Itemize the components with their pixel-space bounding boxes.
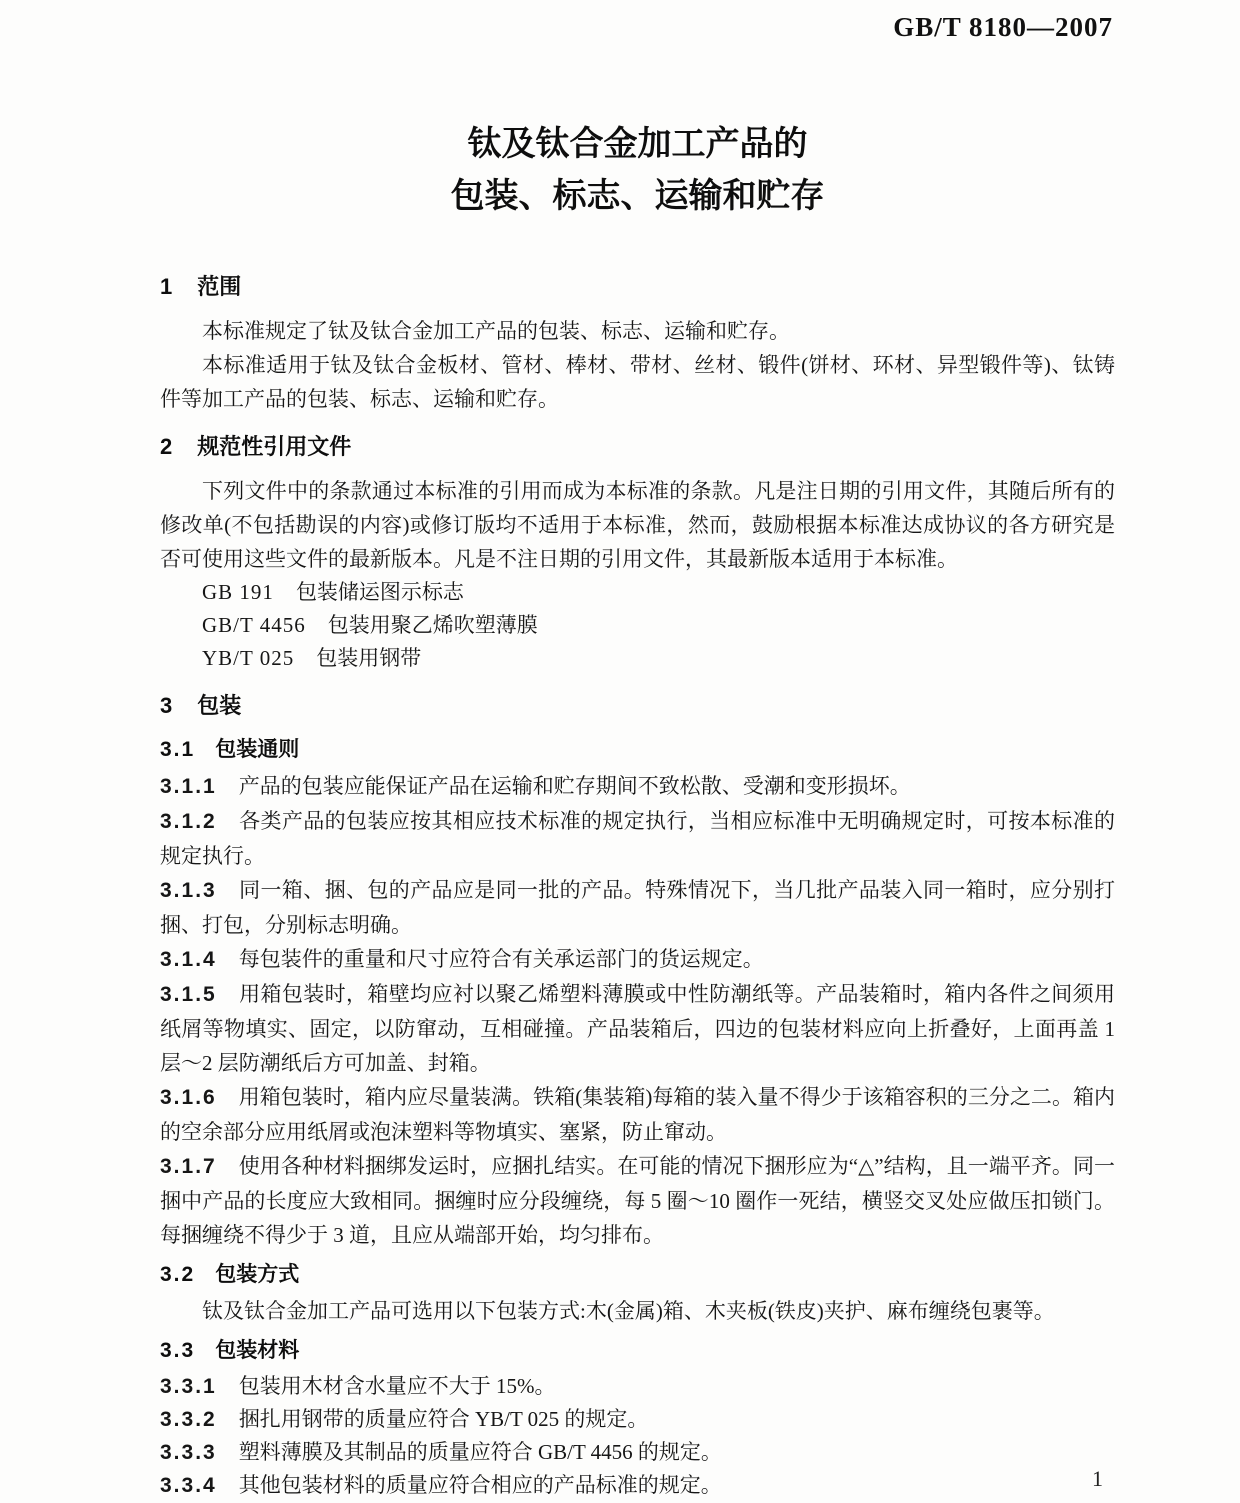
section-heading-scope bbox=[160, 270, 1115, 304]
subsection-number: 3.2 bbox=[160, 1263, 196, 1286]
clause-number: 3.1.2 bbox=[160, 810, 217, 833]
clause-number: 3.1.5 bbox=[160, 983, 217, 1006]
clause-3-1-4 bbox=[160, 942, 1115, 977]
reference-item bbox=[160, 642, 1115, 675]
title-line-2: 包装、标志、运输和贮存 bbox=[450, 177, 825, 215]
section-number: 2 bbox=[160, 434, 174, 459]
clause-3-1-3 bbox=[160, 873, 1115, 942]
reference-item bbox=[160, 609, 1115, 642]
clause-text: 包装用木材含水量应不大于 15%。 bbox=[238, 1374, 556, 1398]
page-number: 1 bbox=[1092, 1466, 1103, 1491]
section-heading-packaging bbox=[160, 689, 1115, 723]
subsection-title: 包装材料 bbox=[215, 1339, 300, 1362]
clause-3-3-3 bbox=[160, 1436, 1115, 1469]
clause-text: 捆扎用钢带的质量应符合 YB/T 025 的规定。 bbox=[238, 1407, 649, 1431]
section-title: 范围 bbox=[197, 274, 242, 299]
reference-code: GB 191 bbox=[202, 580, 274, 604]
clause-text: 每包装件的重量和尺寸应符合有关承运部门的货运规定。 bbox=[238, 947, 764, 971]
clause-number: 3.3.2 bbox=[160, 1408, 217, 1431]
scope-paragraph-1: 本标准规定了钛及钛合金加工产品的包装、标志、运输和贮存。 bbox=[202, 319, 790, 343]
section-title: 包装 bbox=[197, 693, 242, 718]
clause-3-3-4 bbox=[160, 1469, 1115, 1502]
section-heading-normative-references bbox=[160, 430, 1115, 464]
subsection-title: 包装方式 bbox=[215, 1263, 300, 1286]
clause-3-1-1 bbox=[160, 769, 1115, 804]
clause-text: 其他包装材料的质量应符合相应的产品标准的规定。 bbox=[238, 1473, 722, 1497]
reference-title: 包装用钢带 bbox=[316, 646, 422, 670]
clause-3-1-5 bbox=[160, 977, 1115, 1080]
clause-text: 同一箱、捆、包的产品应是同一批的产品。特殊情况下，当几批产品装入同一箱时，应分别打捆、打包，分别标志明确。 bbox=[160, 878, 1115, 937]
reference-title: 包装用聚乙烯吹塑薄膜 bbox=[327, 613, 538, 637]
clause-text: 塑料薄膜及其制品的质量应符合 GB/T 4456 的规定。 bbox=[238, 1440, 722, 1464]
clause-3-1-2 bbox=[160, 804, 1115, 873]
document-title bbox=[160, 118, 1115, 222]
subsection-number: 3.3 bbox=[160, 1339, 196, 1362]
clause-text: 用箱包装时，箱内应尽量装满。铁箱(集装箱)每箱的装入量不得少于该箱容积的三分之二。箱内的空余部分应用纸屑或泡沫塑料等物填实、塞紧，防止窜动。 bbox=[160, 1085, 1115, 1144]
clause-number: 3.3.4 bbox=[160, 1474, 217, 1497]
document-content bbox=[160, 0, 1115, 1502]
clause-3-3-2 bbox=[160, 1403, 1115, 1436]
section-title: 规范性引用文件 bbox=[197, 434, 352, 459]
clause-number: 3.3.1 bbox=[160, 1375, 217, 1398]
section-number: 3 bbox=[160, 693, 174, 718]
packaging-methods-paragraph: 钛及钛合金加工产品可选用以下包装方式:木(金属)箱、木夹板(铁皮)夹护、麻布缠绕包裹等。 bbox=[202, 1299, 1055, 1323]
clause-number: 3.1.7 bbox=[160, 1155, 217, 1178]
doc-number: GB/T 8180—2007 bbox=[893, 12, 1113, 42]
subsection-number: 3.1 bbox=[160, 738, 196, 761]
subsection-heading-packaging-materials bbox=[160, 1334, 1115, 1368]
title-line-1: 钛及钛合金加工产品的 bbox=[467, 125, 808, 163]
clause-number: 3.1.6 bbox=[160, 1086, 217, 1109]
reference-item bbox=[160, 576, 1115, 609]
clause-text: 产品的包装应能保证产品在运输和贮存期间不致松散、受潮和变形损坏。 bbox=[238, 774, 911, 798]
clause-number: 3.1.3 bbox=[160, 879, 217, 902]
normative-references-paragraph: 下列文件中的条款通过本标准的引用而成为本标准的条款。凡是注日期的引用文件，其随后所有的修改单(不包括勘误的内容)或修订版均不适用于本标准，然而，鼓励根据本标准达成协议的各方研究是否可使用这些文件的最新版本。凡是不注日期的引用文件，其最新版本适用于本标准。 bbox=[160, 479, 1115, 571]
clause-number: 3.1.4 bbox=[160, 948, 217, 971]
clause-3-1-6 bbox=[160, 1080, 1115, 1149]
clause-text: 各类产品的包装应按其相应技术标准的规定执行，当相应标准中无明确规定时，可按本标准的规定执行。 bbox=[160, 809, 1115, 868]
subsection-title: 包装通则 bbox=[215, 738, 300, 761]
section-number: 1 bbox=[160, 274, 174, 299]
reference-code: YB/T 025 bbox=[202, 646, 295, 670]
clause-text: 使用各种材料捆绑发运时，应捆扎结实。在可能的情况下捆形应为“△”结构，且一端平齐。同一捆中产品的长度应大致相同。捆缠时应分段缠绕，每 5 圈～10 圈作一死结，横竖交叉处应做压扣锁门。每捆缠绕不得少于 3 道，且应从端部开始，均匀排布。 bbox=[160, 1154, 1115, 1247]
clause-text: 用箱包装时，箱壁均应衬以聚乙烯塑料薄膜或中性防潮纸等。产品装箱时，箱内各件之间须用纸屑等物填实、固定，以防窜动，互相碰撞。产品装箱后，四边的包装材料应向上折叠好，上面再盖 1 层～2 层防潮纸后方可加盖、封箱。 bbox=[160, 982, 1115, 1075]
subsection-heading-packaging-general bbox=[160, 733, 1115, 767]
clause-number: 3.3.3 bbox=[160, 1441, 217, 1464]
reference-title: 包装储运图示标志 bbox=[295, 580, 464, 604]
subsection-heading-packaging-methods bbox=[160, 1258, 1115, 1292]
scope-paragraph-2: 本标准适用于钛及钛合金板材、管材、棒材、带材、丝材、锻件(饼材、环材、异型锻件等)、钛铸件等加工产品的包装、标志、运输和贮存。 bbox=[160, 353, 1115, 411]
reference-code: GB/T 4456 bbox=[202, 613, 306, 637]
clause-number: 3.1.1 bbox=[160, 775, 217, 798]
clause-3-1-7 bbox=[160, 1149, 1115, 1252]
clause-3-3-1 bbox=[160, 1370, 1115, 1403]
